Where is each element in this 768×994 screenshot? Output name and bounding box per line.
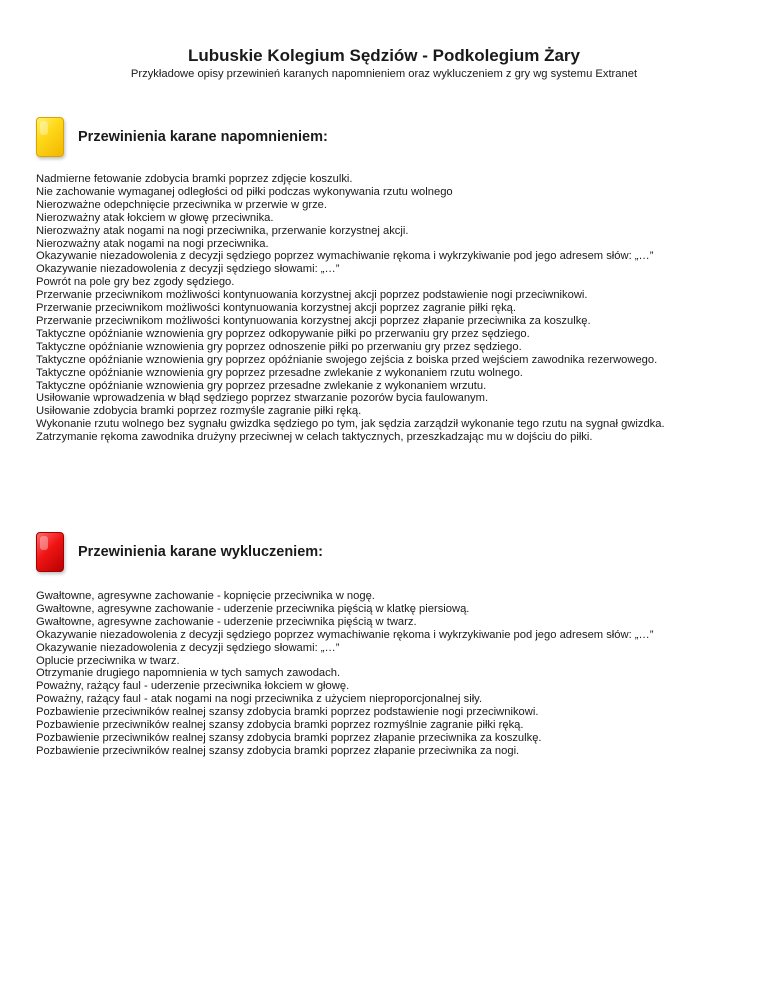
- offence-item: Nierozważny atak nogami na nogi przeciwnika.: [36, 237, 269, 250]
- offence-item: Powrót na pole gry bez zgody sędziego.: [36, 276, 235, 289]
- offence-item: Usiłowanie wprowadzenia w błąd sędziego poprzez stwarzanie pozorów bycia faulowanym.: [36, 392, 489, 405]
- offence-item: Gwałtowne, agresywne zachowanie - uderzenie przeciwnika pięścią w klatkę piersiową.: [36, 602, 470, 615]
- offence-item: Taktyczne opóźnianie wznowienia gry poprzez przesadne zwlekanie z wykonaniem wrzutu.: [36, 379, 487, 392]
- offence-item: Wykonanie rzutu wolnego bez sygnału gwizdka sędziego po tym, jak sędzia zarządził wykonanie tego rzutu na sygnał gwizdka.: [36, 418, 665, 431]
- offence-item: Gwałtowne, agresywne zachowanie - uderzenie przeciwnika pięścią w twarz.: [36, 615, 417, 628]
- offence-item: Gwałtowne, agresywne zachowanie - kopnięcie przeciwnika w nogę.: [36, 590, 375, 602]
- offence-item: Nierozważny atak łokciem w głowę przeciwnika.: [36, 211, 274, 224]
- offence-item: Poważny, rażący faul - atak nogami na nogi przeciwnika z użyciem nieproporcjonalnej siły.: [36, 693, 483, 706]
- offence-item: Pozbawienie przeciwników realnej szansy zdobycia bramki poprzez złapanie przeciwnika za nogi.: [36, 744, 520, 757]
- offence-item: Taktyczne opóźnianie wznowienia gry poprzez opóźnianie swojego zejścia z boiska przed wejściem zawodnika rezerwowego.: [36, 353, 658, 366]
- offence-item: Okazywanie niezadowolenia z decyzji sędziego słowami: „…”: [36, 263, 340, 276]
- offence-item: Przerwanie przeciwnikom możliwości kontynuowania korzystnej akcji poprzez złapanie przeciwnika za koszulkę.: [36, 314, 591, 327]
- caution-offence-list: [36, 173, 752, 444]
- offence-item: Okazywanie niezadowolenia z decyzji sędziego poprzez wymachiwanie rękoma i wykrzykiwanie pod jego adresem słów: „…”: [36, 250, 654, 263]
- red-section-title: Przewinienia karane wykluczeniem:: [78, 544, 323, 560]
- red-card-icon: [36, 532, 64, 572]
- offence-item: Nierozważny atak nogami na nogi przeciwnika, przerwanie korzystnej akcji.: [36, 224, 409, 237]
- yellow-card-icon: [36, 117, 64, 157]
- offence-item: Oplucie przeciwnika w twarz.: [36, 654, 180, 667]
- offence-item: Otrzymanie drugiego napomnienia w tych samych zawodach.: [36, 667, 341, 680]
- document-title: Lubuskie Kolegium Sędziów - Podkolegium Żary: [188, 46, 580, 65]
- offence-item: Zatrzymanie rękoma zawodnika drużyny przeciwnej w celach taktycznych, przeszkadzając mu w dojściu do piłki.: [36, 431, 593, 444]
- offence-item: Nierozważne odepchnięcie przeciwnika w przerwie w grze.: [36, 198, 328, 211]
- offence-item: Okazywanie niezadowolenia z decyzji sędziego poprzez wymachiwanie rękoma i wykrzykiwanie pod jego adresem słów: „…”: [36, 628, 654, 641]
- offence-item: Poważny, rażący faul - uderzenie przeciwnika łokciem w głowę.: [36, 680, 350, 693]
- offence-item: Taktyczne opóźnianie wznowienia gry poprzez odkopywanie piłki po przerwaniu gry przez sędziego.: [36, 327, 530, 340]
- offence-item: Przerwanie przeciwnikom możliwości kontynuowania korzystnej akcji poprzez zagranie piłki ręką.: [36, 302, 517, 315]
- red-section-header: [36, 532, 323, 572]
- offence-item: Przerwanie przeciwnikom możliwości kontynuowania korzystnej akcji poprzez podstawienie nogi przeciwnikowi.: [36, 289, 588, 302]
- yellow-section-header: [36, 117, 328, 157]
- document-subtitle: Przykładowe opisy przewinień karanych napomnieniem oraz wykluczeniem z gry wg systemu Extranet: [130, 68, 638, 80]
- yellow-section-title: Przewinienia karane napomnieniem:: [78, 129, 328, 145]
- offence-item: Nie zachowanie wymaganej odległości od piłki podczas wykonywania rzutu wolnego: [36, 185, 453, 198]
- offence-item: Okazywanie niezadowolenia z decyzji sędziego słowami: „…”: [36, 641, 340, 654]
- offence-item: Usiłowanie zdobycia bramki poprzez rozmyśle zagranie piłki ręką.: [36, 405, 362, 418]
- offence-item: Taktyczne opóźnianie wznowienia gry poprzez przesadne zwlekanie z wykonaniem rzutu wolnego.: [36, 366, 523, 379]
- offence-item: Taktyczne opóźnianie wznowienia gry poprzez odnoszenie piłki po przerwaniu gry przez sędziego.: [36, 340, 522, 353]
- offence-item: Pozbawienie przeciwników realnej szansy zdobycia bramki poprzez rozmyślnie zagranie piłki ręką.: [36, 719, 524, 732]
- offence-item: Nadmierne fetowanie zdobycia bramki poprzez zdjęcie koszulki.: [36, 173, 353, 185]
- offence-item: Pozbawienie przeciwników realnej szansy zdobycia bramki poprzez podstawienie nogi przeciwnikowi.: [36, 706, 539, 719]
- sending-off-offence-list: [36, 590, 752, 758]
- offence-item: Pozbawienie przeciwników realnej szansy zdobycia bramki poprzez złapanie przeciwnika za koszulkę.: [36, 731, 542, 744]
